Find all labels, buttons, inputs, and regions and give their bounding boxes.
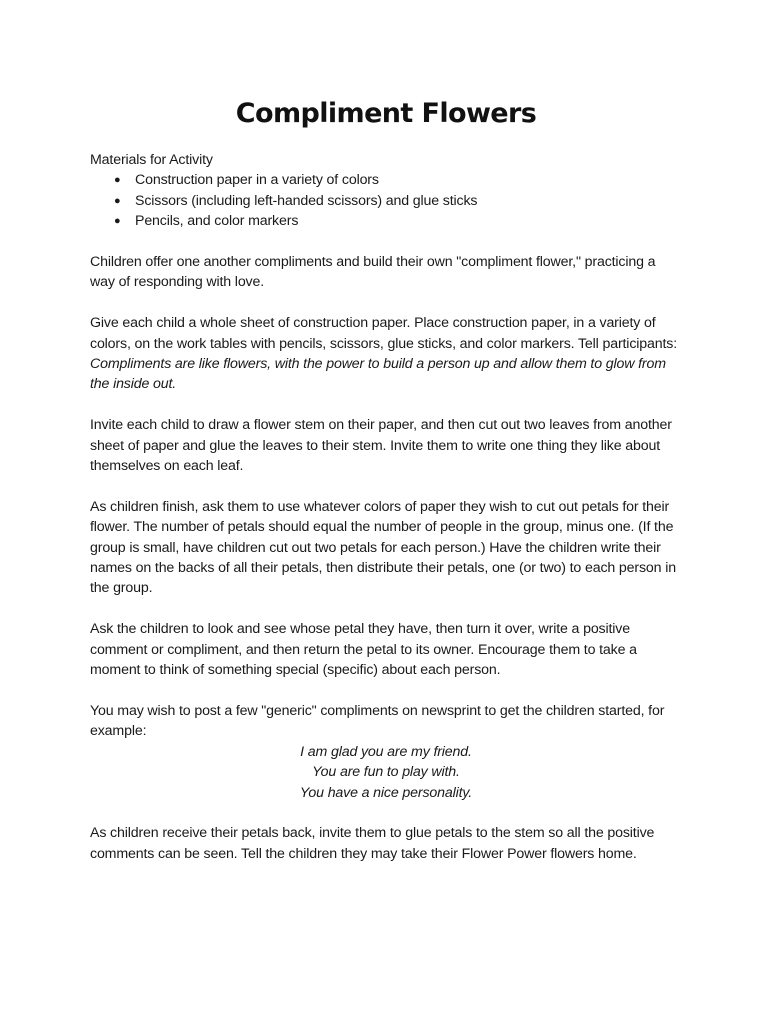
setup-quote: Compliments are like flowers, with the power to build a person up and allow them to glow from the inside out. bbox=[90, 356, 666, 393]
document-body bbox=[90, 150, 682, 864]
list-item-text: Construction paper in a variety of colors bbox=[135, 172, 379, 189]
bullet-icon: ● bbox=[114, 194, 121, 207]
document-page bbox=[90, 92, 682, 885]
petals-paragraph: As children finish, ask them to use whatever colors of paper they wish to cut out petals for their flower. The number of petals should equal the number of people in the group, minus one. (If the group is small, have children cut out two petals for each person.) Have the children write their names on the backs of all their petals, then distribute their petals, one (or two) to each person in the group. bbox=[90, 498, 676, 597]
document-title: Compliment Flowers bbox=[235, 98, 537, 129]
stem-paragraph: Invite each child to draw a flower stem on their paper, and then cut out two leaves from another sheet of paper and glue the leaves to their stem. Invite them to write one thing they like about themselves on each leaf. bbox=[90, 417, 672, 475]
example-compliment: You have a nice personality. bbox=[299, 784, 473, 801]
list-item bbox=[114, 170, 682, 190]
materials-list bbox=[90, 170, 682, 231]
intro-paragraph: Children offer one another compliments and build their own "compliment flower," practicing a way of responding with love. bbox=[90, 254, 656, 291]
list-item bbox=[114, 191, 682, 211]
list-item bbox=[114, 211, 682, 231]
list-item-text: Pencils, and color markers bbox=[135, 213, 299, 230]
setup-paragraph bbox=[90, 313, 682, 395]
list-item-text: Scissors (including left-handed scissors) and glue sticks bbox=[135, 192, 478, 209]
compliment-paragraph: Ask the children to look and see whose petal they have, then turn it over, write a positive comment or compliment, and then return the petal to its owner. Encourage them to take a moment to think of something special (specific) about each person. bbox=[90, 621, 637, 679]
setup-text: Give each child a whole sheet of construction paper. Place construction paper, in a variety of colors, on the work tables with pencils, scissors, glue sticks, and color markers. Tell participants: bbox=[90, 315, 678, 352]
example-compliment: I am glad you are my friend. bbox=[300, 743, 472, 760]
generic-paragraph: You may wish to post a few "generic" compliments on newsprint to get the children started, for example: bbox=[90, 702, 665, 740]
example-compliment: You are fun to play with. bbox=[312, 764, 460, 781]
materials-heading: Materials for Activity bbox=[90, 152, 213, 168]
bullet-icon: ● bbox=[114, 215, 121, 228]
closing-paragraph: As children receive their petals back, invite them to glue petals to the stem so all the positive comments can be seen. Tell the children they may take their Flower Power flowers home. bbox=[90, 825, 655, 862]
bullet-icon: ● bbox=[114, 174, 121, 187]
example-compliments bbox=[90, 742, 682, 803]
